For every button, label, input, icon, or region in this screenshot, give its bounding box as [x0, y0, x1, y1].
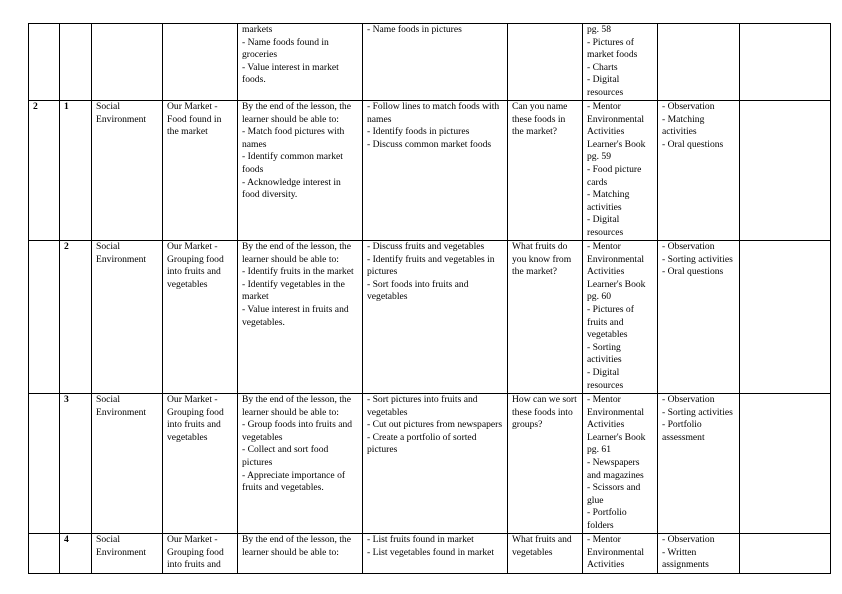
learning-experiences-line: - Sort pictures into fruits and vegetables — [367, 394, 478, 418]
learning-outcomes-line: By the end of the lesson, the learner should be able to: — [242, 241, 351, 265]
assessment-line: - Oral questions — [662, 266, 724, 278]
strand-cell — [92, 534, 163, 574]
resources-line: - Portfolio folders — [587, 507, 627, 531]
table-row — [29, 394, 831, 534]
learning-outcomes-line: - Acknowledge interest in food diversity. — [242, 176, 341, 201]
sub-strand-cell — [163, 394, 238, 534]
key-inquiry-cell — [508, 24, 583, 101]
strand-text: Social Environment — [96, 534, 147, 558]
reflection-cell — [740, 24, 831, 101]
table-body — [29, 24, 831, 574]
week-cell — [29, 24, 60, 101]
resources-cell — [583, 241, 658, 394]
sub-strand-text: Our Market - Food found in the market — [167, 101, 222, 138]
clipped-cell-content — [96, 534, 159, 570]
sub-strand-text: Our Market - Grouping food into fruits and — [167, 534, 224, 570]
week-cell — [29, 241, 60, 394]
week-text: 2 — [33, 101, 38, 112]
lesson-text: 4 — [64, 534, 69, 545]
clipped-cell-content — [64, 534, 88, 570]
learning-outcomes-line: - Group foods into fruits and vegetables — [242, 419, 353, 443]
strand-text: Social Environment — [96, 241, 147, 265]
assessment-line: - Observation — [662, 241, 715, 252]
learning-experiences-line: - Discuss common market foods — [367, 138, 492, 150]
learning-outcomes-line: - Identify vegetables in the market — [242, 278, 345, 303]
resources-cell — [583, 534, 658, 574]
clipped-cell-content — [367, 534, 504, 570]
resources-cell — [583, 101, 658, 241]
learning-outcomes-cell — [238, 394, 363, 534]
sub-strand-cell — [163, 101, 238, 241]
reflection-cell — [740, 394, 831, 534]
key-inquiry-text: What fruits do you know from the market? — [512, 241, 572, 278]
resources-line: - Mentor Environmental Activities — [587, 534, 645, 570]
sub-strand-cell — [163, 24, 238, 101]
assessment-cell — [658, 24, 740, 101]
resources-line: - Pictures of fruits and vegetables — [587, 303, 634, 341]
learning-outcomes-cell — [238, 101, 363, 241]
learning-experiences-line: - Create a portfolio of sorted pictures — [367, 431, 477, 456]
clipped-cell-content — [33, 534, 56, 570]
learning-outcomes-line: - Name foods found in groceries — [242, 36, 329, 61]
learning-experiences-cell — [363, 101, 508, 241]
key-inquiry-text: What fruits and vegetables — [512, 534, 572, 558]
learning-outcomes-line: - Value interest in fruits and vegetables. — [242, 303, 349, 328]
learning-outcomes-line: By the end of the lesson, the learner should be able to: — [242, 101, 351, 125]
reflection-cell — [740, 241, 831, 394]
learning-outcomes-line: - Identify common market foods — [242, 151, 343, 175]
learning-experiences-line: - Identify fruits and vegetables in pictures — [367, 253, 495, 278]
lesson-text: 2 — [64, 241, 69, 252]
lesson-cell — [60, 101, 92, 241]
learning-experiences-cell — [363, 534, 508, 574]
sub-strand-text: Our Market - Grouping food into fruits and vegetables — [167, 241, 224, 290]
assessment-line: - Portfolio assessment — [662, 419, 705, 443]
assessment-line: - Matching activities — [662, 113, 705, 138]
key-inquiry-cell — [508, 394, 583, 534]
clipped-cell-content — [167, 534, 234, 570]
learning-experiences-line: - Name foods in pictures — [367, 24, 462, 35]
clipped-cell-content — [512, 534, 579, 570]
table-row — [29, 24, 831, 101]
lesson-text: 1 — [64, 101, 69, 112]
lesson-cell — [60, 394, 92, 534]
clipped-cell-content — [744, 534, 827, 570]
learning-experiences-cell — [363, 394, 508, 534]
resources-line: - Newspapers and magazines — [587, 456, 644, 481]
learning-experiences-line: - List vegetables found in market — [367, 546, 495, 558]
learning-outcomes-cell — [238, 24, 363, 101]
learning-outcomes-line: By the end of the lesson, the learner should be able to: — [242, 394, 351, 418]
clipped-cell-content — [242, 534, 359, 570]
table-row — [29, 534, 831, 574]
lesson-text: 3 — [64, 394, 69, 405]
assessment-line: - Written assignments — [662, 546, 709, 570]
week-cell — [29, 101, 60, 241]
learning-experiences-line: - List fruits found in market — [367, 534, 474, 545]
strand-text: Social Environment — [96, 394, 147, 418]
key-inquiry-text: How can we sort these foods into groups? — [512, 394, 577, 431]
learning-outcomes-line: - Value interest in market foods. — [242, 61, 339, 86]
resources-cell — [583, 394, 658, 534]
learning-outcomes-line: - Match food pictures with names — [242, 126, 345, 150]
key-inquiry-cell — [508, 101, 583, 241]
learning-experiences-line: - Sort foods into fruits and vegetables — [367, 278, 469, 303]
resources-line: - Digital resources — [587, 214, 624, 238]
learning-outcomes-cell — [238, 241, 363, 394]
resources-line: - Matching activities — [587, 189, 630, 213]
learning-experiences-line: - Follow lines to match foods with names — [367, 101, 500, 125]
sub-strand-cell — [163, 534, 238, 574]
resources-line: - Mentor Environmental Activities Learner's Book pg. 61 — [587, 394, 646, 456]
learning-outcomes-line: markets — [242, 24, 273, 35]
strand-cell — [92, 241, 163, 394]
assessment-line: - Observation — [662, 534, 715, 545]
table-row — [29, 241, 831, 394]
lesson-cell — [60, 534, 92, 574]
clipped-cell-content — [662, 534, 736, 570]
learning-experiences-cell — [363, 241, 508, 394]
assessment-line: - Observation — [662, 394, 715, 405]
week-cell — [29, 534, 60, 574]
resources-line: - Digital resources — [587, 74, 624, 98]
learning-experiences-line: - Discuss fruits and vegetables — [367, 241, 485, 252]
resources-line: - Digital resources — [587, 366, 624, 391]
learning-outcomes-line: - Appreciate importance of fruits and vegetables. — [242, 469, 346, 494]
assessment-cell — [658, 534, 740, 574]
table-row — [29, 101, 831, 241]
assessment-line: - Oral questions — [662, 138, 724, 150]
assessment-line: - Sorting activities — [662, 406, 733, 418]
resources-line: - Charts — [587, 61, 618, 73]
resources-line: - Pictures of market foods — [587, 36, 638, 61]
resources-line: - Scissors and glue — [587, 482, 641, 506]
sub-strand-text: Our Market - Grouping food into fruits and vegetables — [167, 394, 224, 443]
learning-outcomes-line: - Collect and sort food pictures — [242, 444, 329, 468]
assessment-cell — [658, 394, 740, 534]
clipped-cell-content — [587, 534, 654, 570]
reflection-cell — [740, 101, 831, 241]
week-cell — [29, 394, 60, 534]
strand-cell — [92, 24, 163, 101]
resources-line: - Sorting activities — [587, 341, 622, 366]
assessment-cell — [658, 241, 740, 394]
key-inquiry-text: Can you name these foods in the market? — [512, 101, 568, 138]
key-inquiry-cell — [508, 241, 583, 394]
learning-experiences-cell — [363, 24, 508, 101]
reflection-cell — [740, 534, 831, 574]
sub-strand-cell — [163, 241, 238, 394]
scheme-of-work-table — [28, 23, 831, 574]
learning-experiences-line: - Cut out pictures from newspapers — [367, 419, 503, 431]
assessment-cell — [658, 101, 740, 241]
resources-line: - Mentor Environmental Activities Learner's Book pg. 60 — [587, 241, 646, 303]
learning-outcomes-cell — [238, 534, 363, 574]
assessment-line: - Sorting activities — [662, 253, 733, 265]
strand-cell — [92, 101, 163, 241]
resources-cell — [583, 24, 658, 101]
key-inquiry-cell — [508, 534, 583, 574]
learning-outcomes-line: - Identify fruits in the market — [242, 266, 354, 278]
strand-cell — [92, 394, 163, 534]
learning-experiences-line: - Identify foods in pictures — [367, 126, 470, 138]
strand-text: Social Environment — [96, 101, 147, 125]
lesson-cell — [60, 24, 92, 101]
resources-line: - Mentor Environmental Activities Learner's Book pg. 59 — [587, 101, 646, 163]
resources-line: - Food picture cards — [587, 163, 642, 188]
resources-line: pg. 58 — [587, 24, 611, 35]
assessment-line: - Observation — [662, 101, 715, 112]
lesson-cell — [60, 241, 92, 394]
learning-outcomes-line: By the end of the lesson, the learner should be able to: — [242, 534, 351, 558]
